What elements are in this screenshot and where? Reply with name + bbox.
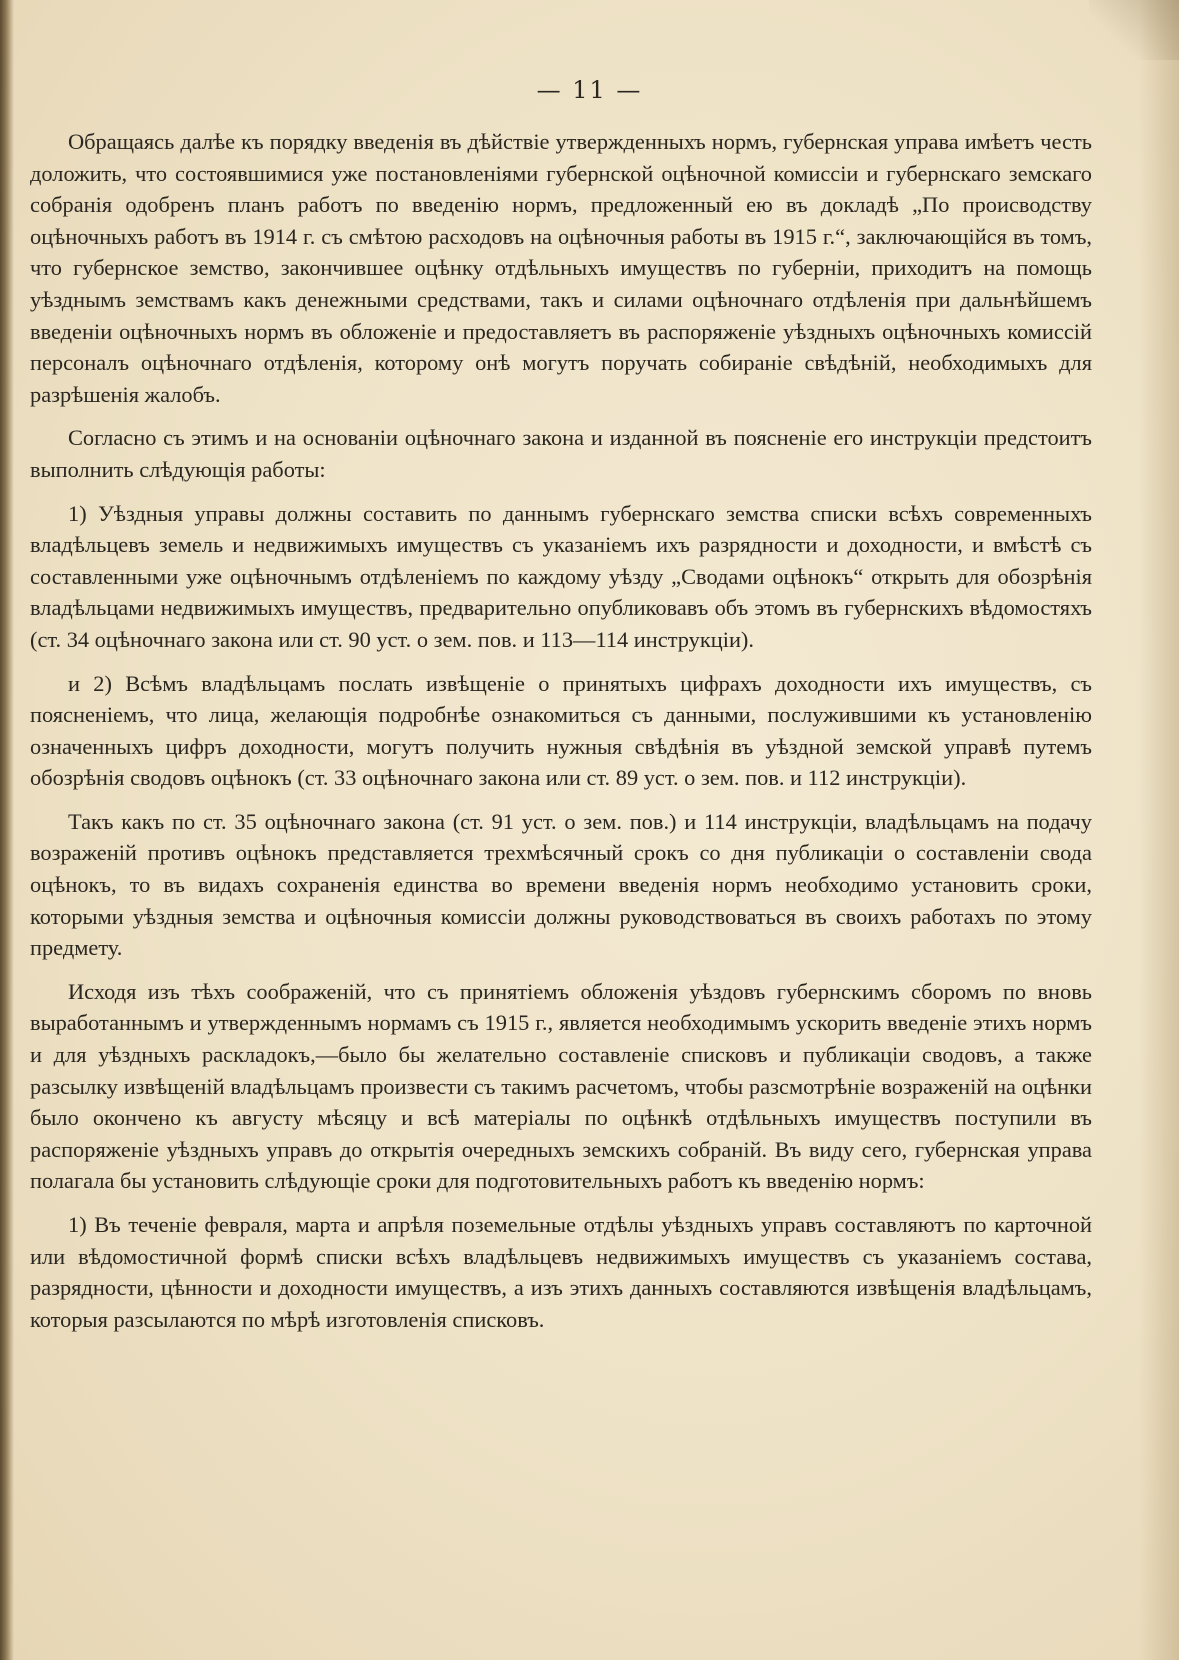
paragraph: Обращаясь далѣе къ порядку введенія въ дѣйствіе утвержденныхъ нормъ, губернская управа имѣетъ честь доложить, что состоявшимися уже постановленіями губернской оцѣночной комиссіи и губернскаго земскаго собранія одобренъ планъ работъ по введенію нормъ, предложенный ею въ докладѣ „По происводству оцѣночныхъ работъ въ 1914 г. съ смѣтою расходовъ на оцѣночныя работы въ 1915 г.“, заключающійся въ томъ, что губернское земство, закончившее оцѣнку отдѣльныхъ имуществъ по губерніи, приходитъ на помощь уѣзднымъ земствамъ какъ денежными средствами, такъ и силами оцѣночнаго отдѣленія при дальнѣйшемъ введеніи оцѣночныхъ нормъ въ обложеніе и предоставляетъ въ распоряженіе уѣздныхъ оцѣночныхъ комиссій персоналъ оцѣночнаго отдѣленія, которому онѣ могутъ поручать собираніе свѣдѣній, необходимыхъ для разрѣшенія жалобъ. bbox=[30, 129, 1092, 407]
paragraph: и 2) Всѣмъ владѣльцамъ послать извѣщеніе о принятыхъ цифрахъ доходности ихъ имуществъ, съ поясненіемъ, что лица, желающія подробнѣе ознакомиться съ данными, послужившими къ установленію означенныхъ цифръ доходности, могутъ получить нужныя свѣдѣнія въ уѣздной земской управѣ путемъ обозрѣнія сводовъ оцѣнокъ (ст. 33 оцѣночнаго закона или ст. 89 уст. о зем. пов. и 112 инструкціи). bbox=[30, 670, 1092, 791]
paragraph: Такъ какъ по ст. 35 оцѣночнаго закона (ст. 91 уст. о зем. пов.) и 114 инструкціи, владѣльцамъ на подачу возраженій противъ оцѣнокъ представляется трехмѣсячный срокъ со дня публикаціи о составленіи свода оцѣнокъ, то въ видахъ сохраненія единства во времени введенія нормъ необходимо установить сроки, которыми уѣздныя земства и оцѣночныя комиссіи должны руководствоваться въ своихъ работахъ по этому предмету. bbox=[30, 808, 1092, 961]
page-number: — 11 — bbox=[536, 76, 643, 104]
page-corner-stain bbox=[1089, 0, 1179, 60]
paragraph: Согласно съ этимъ и на основаніи оцѣночнаго закона и изданной въ поясненіе его инструкціи предстоитъ выполнить слѣдующія работы: bbox=[30, 425, 1092, 482]
paragraph: 1) Уѣздныя управы должны составить по даннымъ губернскаго земства списки всѣхъ современныхъ владѣльцевъ земель и недвижимыхъ имуществъ съ указаніемъ ихъ разрядности и доходности, и вмѣстѣ съ составленными уже оцѣночнымъ отдѣленіемъ по каждому уѣзду „Сводами оцѣнокъ“ открыть для обозрѣнія владѣльцами недвижимыхъ имуществъ, предварительно опубликовавъ объ этомъ въ губернскихъ вѣдомостяхъ (ст. 34 оцѣночнаго закона или ст. 90 уст. о зем. пов. и 113—114 инструкціи). bbox=[30, 500, 1092, 652]
page-edge-shadow bbox=[1139, 0, 1179, 1660]
binding-shadow bbox=[0, 0, 14, 1660]
paragraph: Исходя изъ тѣхъ соображеній, что съ принятіемъ обложенія уѣздовъ губернскимъ сборомъ по вновь выработаннымъ и утвержденнымъ нормамъ съ 1915 г., является необходимымъ ускорить введеніе этихъ нормъ и для уѣздныхъ раскладокъ,—было бы желательно составленіе списковъ и публикаціи сводовъ, а также разсылку извѣщеній владѣльцамъ произвести съ такимъ расчетомъ, чтобы разсмотрѣніе возраженій на оцѣнки было окончено къ августу мѣсяцу и всѣ матеріалы по оцѣнкѣ отдѣльныхъ имуществъ поступили въ распоряженіе уѣздныхъ управъ до открытія очередныхъ земскихъ собраній. Въ виду сего, губернская управа полагала бы установить слѣдующіе сроки для подготовительныхъ работъ къ введенію нормъ: bbox=[30, 978, 1092, 1194]
body-text bbox=[30, 126, 1092, 1347]
paragraph: 1) Въ теченіе февраля, марта и апрѣля поземельные отдѣлы уѣздныхъ управъ составляютъ по карточной или вѣдомостичной формѣ списки всѣхъ владѣльцевъ недвижимыхъ имуществъ съ указаніемъ состава, разрядности, цѣнности и доходности имуществъ, а изъ этихъ данныхъ составляются извѣщенія владѣльцамъ, которыя разсылаются по мѣрѣ изготовленія списковъ. bbox=[30, 1212, 1092, 1332]
